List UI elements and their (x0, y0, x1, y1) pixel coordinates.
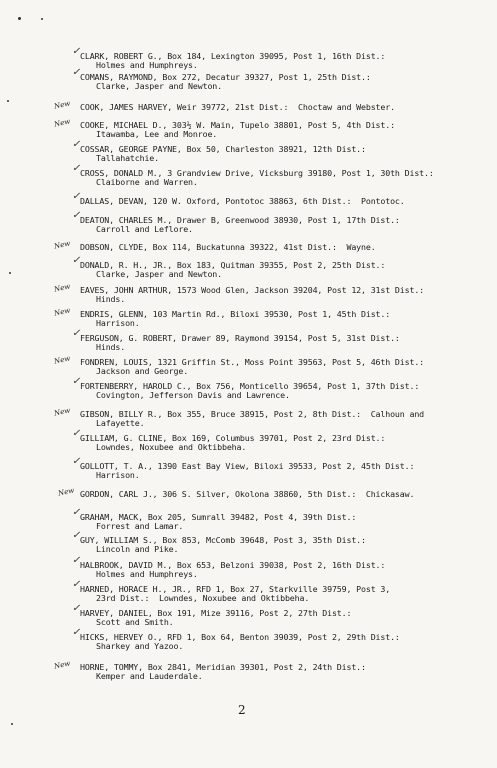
entry-line-2: Itawamba, Lee and Monroe. (96, 129, 218, 139)
entry-line-1: DOBSON, CLYDE, Box 114, Buckatunna 39322, 41st Dist.: Wayne. (80, 242, 376, 252)
new-handwritten-mark: New (53, 99, 71, 111)
new-handwritten-mark: New (53, 117, 71, 129)
speck (9, 272, 11, 274)
entry-line-1: HARNED, HORACE H., JR., RFD 1, Box 27, Starkville 39759, Post 3, (80, 584, 391, 594)
entry-line-2: Scott and Smith. (96, 617, 174, 627)
new-handwritten-mark: New (53, 239, 71, 251)
entry-line-1: GOLLOTT, T. A., 1390 East Bay View, Biloxi 39533, Post 2, 45th Dist.: (80, 461, 415, 471)
new-handwritten-mark: New (53, 659, 71, 671)
checkmark-icon: ✓ (72, 603, 81, 614)
checkmark-icon: ✓ (72, 139, 81, 150)
entry-line-2: Claiborne and Warren. (96, 177, 198, 187)
checkmark-icon: ✓ (72, 456, 81, 467)
checkmark-icon: ✓ (72, 530, 81, 541)
entry-line-2: Hinds. (96, 294, 126, 304)
checkmark-icon: ✓ (72, 210, 81, 221)
entry-line-1: HALBROOK, DAVID M., Box 653, Belzoni 39038, Post 2, 16th Dist.: (80, 560, 386, 570)
entry-line-2: Forrest and Lamar. (96, 521, 184, 531)
entry-line-2: Lafayette. (96, 418, 145, 428)
entry-line-2: Clarke, Jasper and Newton. (96, 81, 222, 91)
entry-line-2: 23rd Dist.: Lowndes, Noxubee and Oktibbeha. (96, 593, 310, 603)
entry-line-2: Kemper and Lauderdale. (96, 671, 203, 681)
entry-line-1: FERGUSON, G. ROBERT, Drawer 89, Raymond 39154, Post 5, 31st Dist.: (80, 333, 400, 343)
entry-line-2: Jackson and George. (96, 366, 189, 376)
entry-line-2: Harrison. (96, 470, 140, 480)
checkmark-icon: ✓ (72, 579, 81, 590)
entry-line-1: GORDON, CARL J., 306 S. Silver, Okolona 38860, 5th Dist.: Chickasaw. (80, 489, 415, 499)
entry-line-1: GUY, WILLIAM S., Box 853, McComb 39648, Post 3, 35th Dist.: (80, 535, 366, 545)
checkmark-icon: ✓ (72, 191, 81, 202)
checkmark-icon: ✓ (72, 627, 81, 638)
entry-line-1: EAVES, JOHN ARTHUR, 1573 Wood Glen, Jackson 39204, Post 12, 31st Dist.: (80, 285, 425, 295)
new-handwritten-mark: New (53, 354, 71, 366)
speck (41, 18, 43, 20)
entry-line-1: HICKS, HERVEY O., RFD 1, Box 64, Benton 39039, Post 2, 29th Dist.: (80, 632, 400, 642)
entry-line-2: Lincoln and Pike. (96, 544, 179, 554)
entry-line-2: Holmes and Humphreys. (96, 569, 198, 579)
entry-line-1: HORNE, TOMMY, Box 2841, Meridian 39301, Post 2, 24th Dist.: (80, 662, 366, 672)
checkmark-icon: ✓ (72, 163, 81, 174)
top-perforation (0, 10, 497, 12)
entry-line-2: Hinds. (96, 342, 126, 352)
entry-line-1: DALLAS, DEVAN, 120 W. Oxford, Pontotoc 38863, 6th Dist.: Pontotoc. (80, 196, 405, 206)
checkmark-icon: ✓ (72, 555, 81, 566)
entry-line-1: COOK, JAMES HARVEY, Weir 39772, 21st Dist.: Choctaw and Webster. (80, 102, 395, 112)
entry-line-1: CROSS, DONALD M., 3 Grandview Drive, Vicksburg 39180, Post 1, 30th Dist.: (80, 168, 434, 178)
entry-line-2: Lowndes, Noxubee and Oktibbeha. (96, 442, 247, 452)
speck (11, 723, 13, 725)
checkmark-icon: ✓ (72, 67, 81, 78)
new-handwritten-mark: New (53, 406, 71, 418)
entry-line-2: Clarke, Jasper and Newton. (96, 269, 222, 279)
entry-line-1: DEATON, CHARLES M., Drawer B, Greenwood 38930, Post 1, 17th Dist.: (80, 215, 400, 225)
entry-line-1: ENDRIS, GLENN, 103 Martin Rd., Biloxi 39530, Post 1, 45th Dist.: (80, 309, 391, 319)
new-handwritten-mark: New (53, 306, 71, 318)
entry-line-1: FORTENBERRY, HAROLD C., Box 756, Monticello 39654, Post 1, 37th Dist.: (80, 381, 420, 391)
new-handwritten-mark: New (53, 282, 71, 294)
entry-line-2: Sharkey and Yazoo. (96, 641, 184, 651)
checkmark-icon: ✓ (72, 46, 81, 57)
entry-line-2: Covington, Jefferson Davis and Lawrence. (96, 390, 290, 400)
speck (7, 100, 9, 102)
entry-line-1: HARVEY, DANIEL, Box 191, Mize 39116, Post 2, 27th Dist.: (80, 608, 352, 618)
entry-line-2: Carroll and Leflore. (96, 224, 193, 234)
new-handwritten-mark: New (57, 486, 75, 498)
entry-line-1: GIBSON, BILLY R., Box 355, Bruce 38915, Post 2, 8th Dist.: Calhoun and (80, 409, 425, 419)
entry-line-1: COOKE, MICHAEL D., 303½ W. Main, Tupelo 38801, Post 5, 4th Dist.: (80, 120, 395, 130)
entry-line-1: COSSAR, GEORGE PAYNE, Box 50, Charleston 38921, 12th Dist.: (80, 144, 366, 154)
entry-line-1: COMANS, RAYMOND, Box 272, Decatur 39327, Post 1, 25th Dist.: (80, 72, 371, 82)
entry-line-1: FONDREN, LOUIS, 1321 Griffin St., Moss Point 39563, Post 5, 46th Dist.: (80, 357, 425, 367)
speck (18, 17, 21, 20)
entry-line-2: Tallahatchie. (96, 153, 159, 163)
checkmark-icon: ✓ (72, 376, 81, 387)
checkmark-icon: ✓ (72, 507, 81, 518)
entry-line-2: Holmes and Humphreys. (96, 60, 198, 70)
entry-line-1: DONALD, R. H., JR., Box 183, Quitman 39355, Post 2, 25th Dist.: (80, 260, 386, 270)
checkmark-icon: ✓ (72, 328, 81, 339)
checkmark-icon: ✓ (72, 255, 81, 266)
entry-line-1: GILLIAM, G. CLINE, Box 169, Columbus 39701, Post 2, 23rd Dist.: (80, 433, 386, 443)
checkmark-icon: ✓ (72, 428, 81, 439)
entry-line-1: CLARK, ROBERT G., Box 184, Lexington 39095, Post 1, 16th Dist.: (80, 51, 386, 61)
page-number: 2 (238, 703, 246, 717)
entry-line-1: GRAHAM, MACK, Box 205, Sumrall 39482, Post 4, 39th Dist.: (80, 512, 357, 522)
entry-line-2: Harrison. (96, 318, 140, 328)
